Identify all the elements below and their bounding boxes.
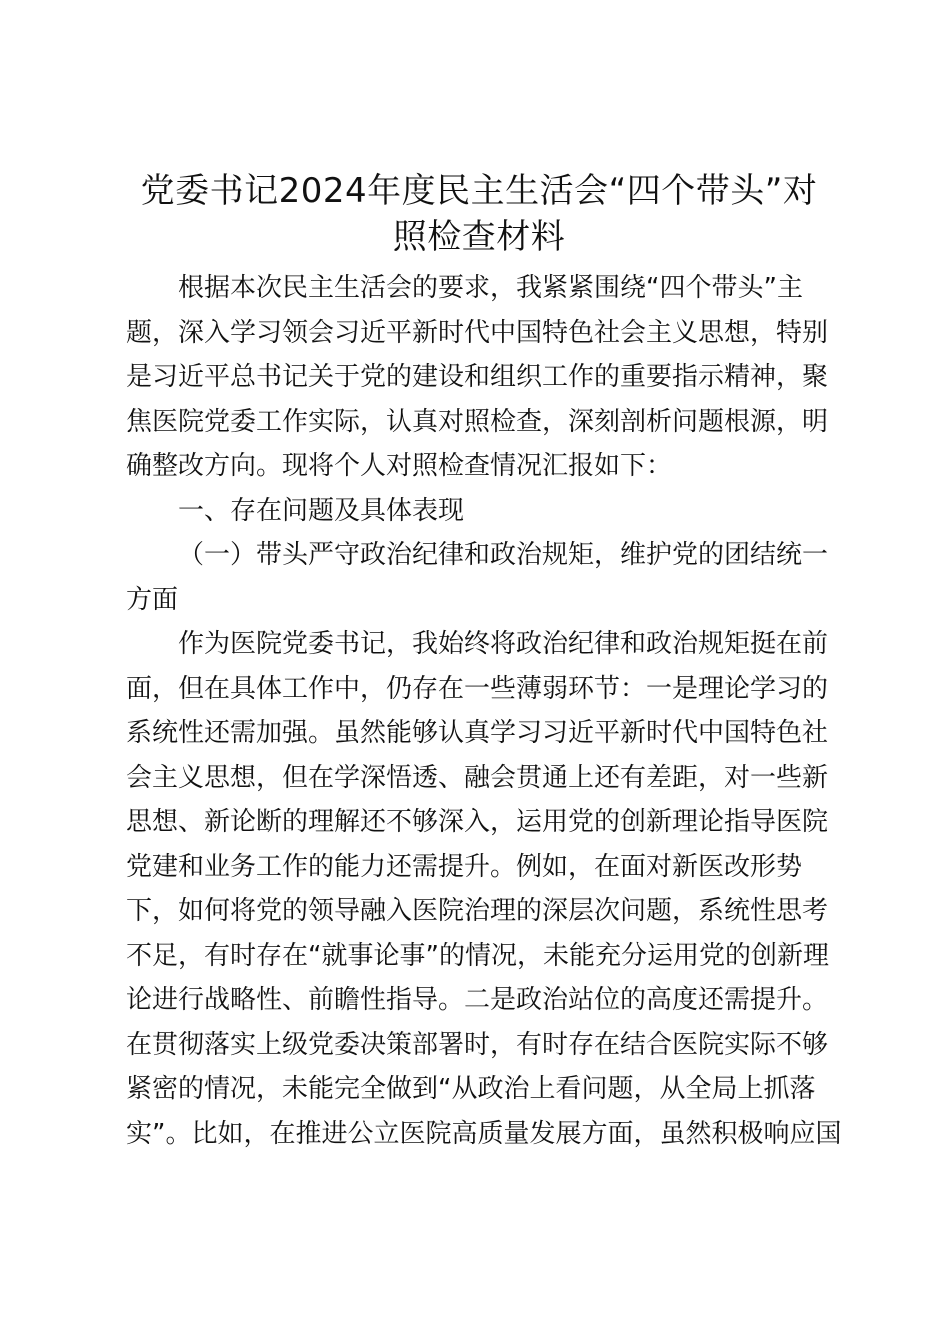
text-line: 党建和业务工作的能力还需提升。例如，在面对新医改形势 xyxy=(126,851,803,882)
text-line: 实”。比如，在推进公立医院高质量发展方面，虽然积极响应国 xyxy=(126,1118,842,1149)
section-heading xyxy=(126,489,832,534)
text-line: 确整改方向。现将个人对照检查情况汇报如下： xyxy=(126,451,673,481)
text-line: 焦医院党委工作实际，认真对照检查，深刻剖析问题根源，明 xyxy=(126,406,829,437)
text-line: 根据本次民主生活会的要求，我紧紧围绕“四个带头”主 xyxy=(178,273,803,303)
text-line: 系统性还需加强。虽然能够认真学习习近平新时代中国特色社 xyxy=(126,718,829,748)
text-line: 题，深入学习领会习近平新时代中国特色社会主义思想，特别 xyxy=(126,317,829,348)
document-body xyxy=(126,168,842,1156)
text-line: 方面 xyxy=(126,584,179,615)
text-line: 在贯彻落实上级党委决策部署时，有时存在结合医院实际不够 xyxy=(126,1029,829,1060)
text-line: 下，如何将党的领导融入医院治理的深层次问题，系统性思考 xyxy=(126,896,829,926)
intro-paragraph xyxy=(126,266,832,489)
text-line: 会主义思想，但在学深悟透、融会贯通上还有差距，对一些新 xyxy=(126,762,829,793)
text-line: 面，但在具体工作中，仍存在一些薄弱环节：一是理论学习的 xyxy=(126,673,829,704)
text-line: 思想、新论断的理解还不够深入，运用党的创新理论指导医院 xyxy=(126,807,829,837)
text-line: 紧密的情况，未能完全做到“从政治上看问题，从全局上抓落 xyxy=(126,1074,816,1104)
text-line: 是习近平总书记关于党的建设和组织工作的重要指示精神，聚 xyxy=(126,362,829,392)
text-line: （一）带头严守政治纪律和政治规矩，维护党的团结统一 xyxy=(178,540,829,570)
subsection-heading xyxy=(126,533,832,622)
title-line: 党委书记2024年度民主生活会“四个带头”对 xyxy=(140,171,818,211)
text-line: 论进行战略性、前瞻性指导。二是政治站位的高度还需提升。 xyxy=(126,985,829,1015)
title-line: 照检查材料 xyxy=(392,217,566,257)
text-line: 一、存在问题及具体表现 xyxy=(178,495,465,526)
body-paragraph xyxy=(126,622,842,1156)
text-line: 不足，有时存在“就事论事”的情况，未能充分运用党的创新理 xyxy=(126,940,829,971)
document-title xyxy=(126,168,832,260)
text-line: 作为医院党委书记，我始终将政治纪律和政治规矩挺在前 xyxy=(178,629,829,659)
